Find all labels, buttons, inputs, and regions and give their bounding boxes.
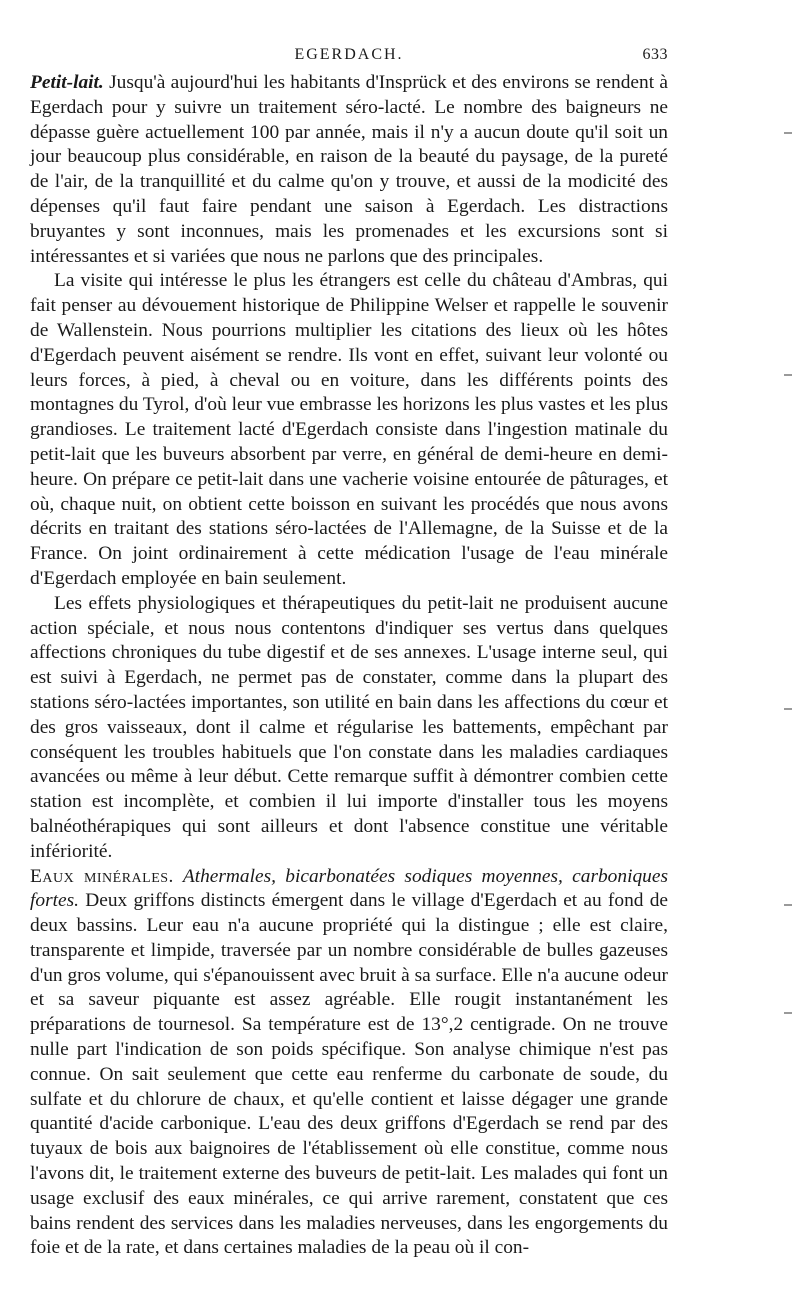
page-body [30,71,668,1261]
paragraph-text: Deux griffons distincts émergent dans le village d'Egerdach et au fond de deux bassins. Leur eau n'a aucune propriété qui la distingue ; elle est claire, transparente et limpide, traversée par un nombre considérable de bulles gazeuses d'un gros volume, qui s'épanouissent avec bruit à sa surface. Elle n'a aucune odeur et sa saveur piquante est assez agréable. Elle rougit instantanément les préparations de tournesol. Sa température est de 13°,2 centigrade. On ne trouve nulle part l'indication de son poids spécifique. Son analyse chimique n'est pas connue. On sait seulement que cette eau renferme du carbonate de soude, du sulfate et du chlorure de chaux, et qu'elle contient et laisse dégager une grande quantité d'acide carbonique. L'eau des deux griffons d'Egerdach se rend par des tuyaux de bois aux baignoires de l'établissement où elle constitue, comme nous l'avons dit, le traitement externe des buveurs de petit-lait. Les malades qui font un usage exclusif des eaux minérales, ce qui arrive rarement, constatent que ces bains rendent des services dans les maladies nerveuses, dans les engorgements du foie et de la rate, et dans certaines maladies de la peau où il con- [30,890,668,1259]
paragraph-eaux-minerales [30,865,668,1262]
section-lead: Petit-lait. [30,72,104,93]
running-title: EGERDACH. [294,46,404,63]
section-subtitle: Athermales, bicarbonatées sodiques moyennes, carboniques fortes. [30,865,669,912]
paragraph-visite [30,269,668,591]
paragraph-text: Jusqu'à aujourd'hui les habitants d'Insprück et des environs se rendent à Egerdach pour y suivre un traitement séro-lacté. Le nombre des baigneurs ne dépasse guère actuellement 100 par année, mais il n'y a aucun doute qu'il soit un jour beaucoup plus considérable, en raison de la beauté du paysage, de la pureté de l'air, de la tranquillité et du calme qu'on y trouve, et aussi de la modicité des dépenses qu'il faut faire pendant une saison à Egerdach. Les distractions bruyantes y sont inconnues, mais les promenades et les excursions sont si intéressantes et si variées que nous ne parlons que des principales. [30,72,668,267]
running-header [30,44,668,70]
paragraph-text: Les effets physiologiques et thérapeutiques du petit-lait ne produisent aucune action spéciale, et nous nous contentons d'indiquer ses vertus dans quelques affections chroniques du tube digestif et de ses annexes. L'usage interne seul, qui est suivi à Egerdach, ne permet pas de constater, comme dans la plupart des stations séro-lactées importantes, son utilité en bain dans les affections du cœur et des gros vaisseaux, dont il calme et régularise les battements, empêchant par conséquent les troubles habituels que l'on constate dans les maladies cardiaques avancées ou même à leur début. Cette remarque suffit à démontrer combien cette station est incomplète, et combien il lui importe d'installer tous les moyens balnéothérapiques qui sont ailleurs et dont l'absence constitue une véritable infériorité. [30,592,668,862]
paragraph-petit-lait [30,71,668,269]
margin-mark [784,708,792,710]
page-number: 633 [642,46,668,63]
margin-mark [784,1012,792,1014]
paragraph-text: La visite qui intéresse le plus les étrangers est celle du château d'Ambras, qui fait penser au dévouement historique de Philippine Welser et rappelle le souvenir de Wallenstein. Nous pourrions multiplier les citations des lieux où les hôtes d'Egerdach peuvent aisément se rendre. Ils vont en effet, suivant leur volonté ou leurs forces, à pied, à cheval ou en voiture, dans les différents points des montagnes du Tyrol, d'où leur vue embrasse les horizons les plus vastes et les plus grandioses. Le traitement lacté d'Egerdach consiste dans l'ingestion matinale du petit-lait que les buveurs absorbent par verre, en général de demi-heure en demi-heure. On prépare ce petit-lait dans une vacherie voisine entourée de pâturages, et où, chaque nuit, on obtient cette boisson en suivant les procédés que nous avons décrits en traitant des stations séro-lactées de l'Allemagne, de la Suisse et de la France. On joint ordinairement à cette médication l'usage de l'eau minérale d'Egerdach employée en bain seulement. [30,270,668,589]
paragraph-effets [30,592,668,865]
margin-mark [784,904,792,906]
margin-mark [784,132,792,134]
margin-mark [784,374,792,376]
section-lead: Eaux minérales. [30,865,174,887]
